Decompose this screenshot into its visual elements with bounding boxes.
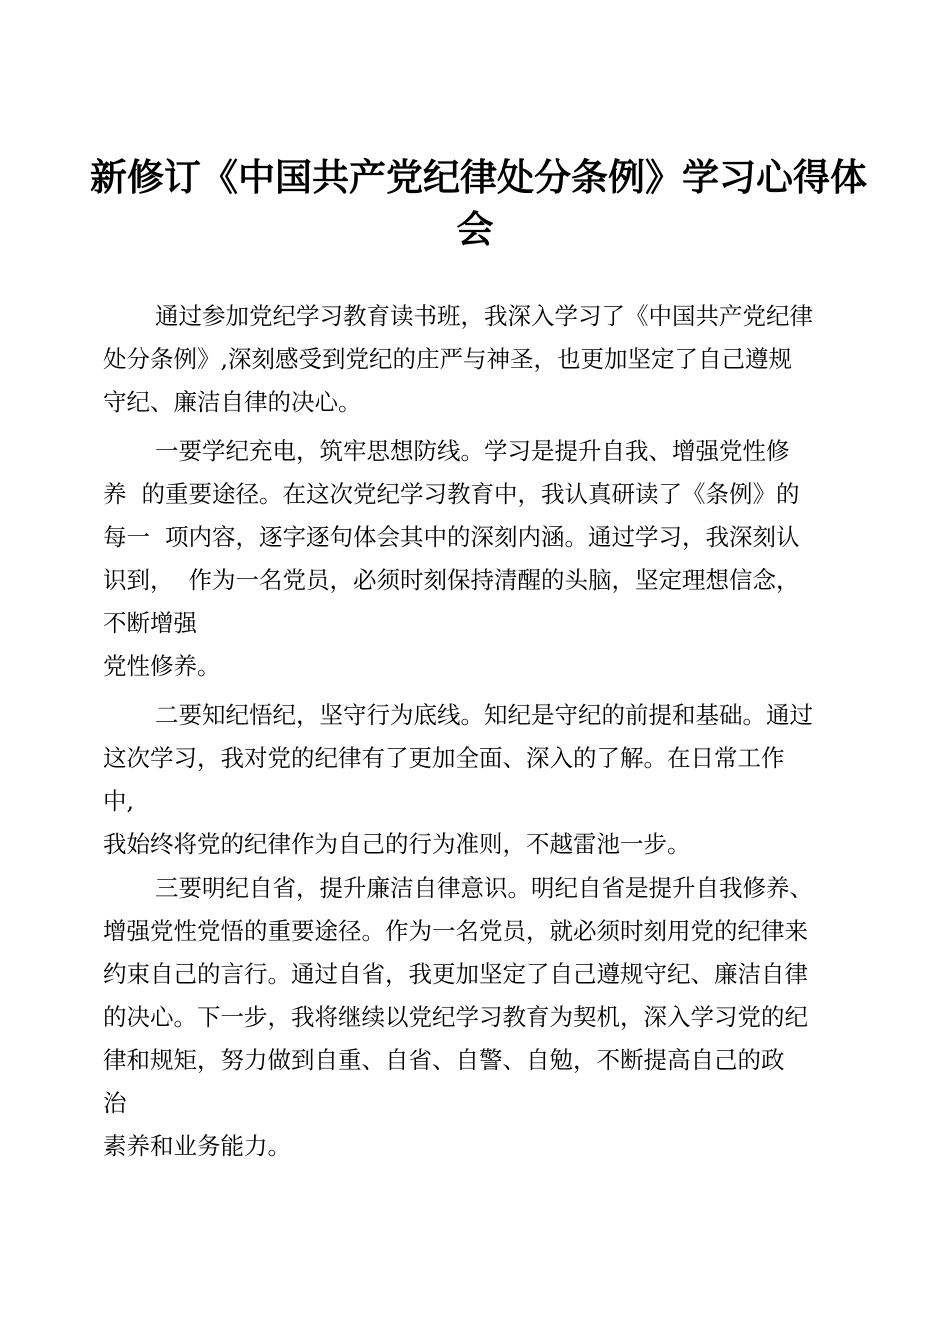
paragraph-line: 一要学纪充电，筑牢思想防线。学习是提升自我、增强党性修 bbox=[155, 437, 790, 465]
paragraph-line: 不断增强 bbox=[103, 609, 197, 637]
paragraph-line: 律和规矩，努力做到自重、自省、自警、自勉，不断提高自己的政 bbox=[103, 1046, 785, 1074]
paragraph-line: 党性修养。 bbox=[103, 652, 221, 680]
paragraph-line: 中, bbox=[103, 787, 134, 815]
paragraph-line: 识到， 作为一名党员，必须时刻保持清醒的头脑，坚定理想信念， bbox=[103, 566, 800, 594]
paragraph-line: 我始终将党的纪律作为自己的行为准则，不越雷池一步。 bbox=[103, 830, 691, 858]
paragraph-line: 三要明纪自省，提升廉洁自律意识。明纪自省是提升自我修养、 bbox=[155, 874, 813, 902]
paragraph-line: 约束自己的言行。通过自省，我更加坚定了自己遵规守纪、廉洁自律 bbox=[103, 960, 808, 988]
paragraph-line: 养 的重要途径。在这次党纪学习教育中，我认真研读了《条例》的 bbox=[103, 480, 800, 508]
paragraph-point-three bbox=[103, 867, 863, 1168]
paragraph-line: 二要知纪悟纪，坚守行为底线。知纪是守纪的前提和基础。通过 bbox=[155, 701, 813, 729]
paragraph-point-two bbox=[103, 694, 863, 866]
paragraph-line: 通过参加党纪学习教育读书班，我深入学习了《中国共产党纪律 bbox=[155, 302, 813, 330]
paragraph-intro bbox=[103, 295, 863, 424]
title-line-1: 新修订《中国共产党纪律处分条例》学习心得体 bbox=[90, 156, 867, 199]
paragraph-line: 增强党性党悟的重要途径。作为一名党员，就必须时刻用党的纪律来 bbox=[103, 917, 808, 945]
paragraph-line: 治 bbox=[103, 1089, 127, 1117]
paragraph-line: 每一 项内容，逐字逐句体会其中的深刻内涵。通过学习，我深刻认 bbox=[103, 523, 800, 551]
document-title bbox=[90, 152, 867, 256]
paragraph-line: 守纪、廉洁自律的决心。 bbox=[103, 388, 362, 416]
paragraph-line: 处分条例》,深刻感受到党纪的庄严与神圣，也更加坚定了自己遵规 bbox=[103, 345, 792, 373]
paragraph-point-one bbox=[103, 430, 863, 688]
paragraph-line: 这次学习，我对党的纪律有了更加全面、深入的了解。在日常工作 bbox=[103, 744, 785, 772]
paragraph-line: 素养和业务能力。 bbox=[103, 1132, 291, 1160]
paragraph-line: 的决心。下一步，我将继续以党纪学习教育为契机，深入学习党的纪 bbox=[103, 1003, 808, 1031]
title-line-2: 会 bbox=[456, 208, 494, 251]
